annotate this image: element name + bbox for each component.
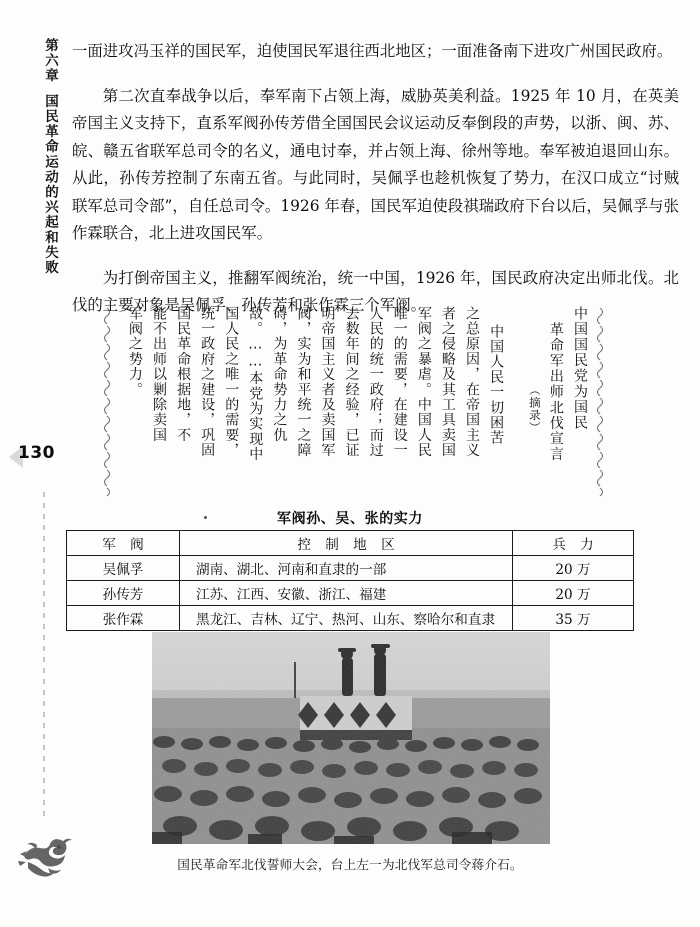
table-title: 军阀孙、吴、张的实力	[277, 511, 423, 527]
quote-column-5: 唯一的需要，在建设一	[391, 306, 408, 458]
table-header-row	[67, 531, 634, 556]
vertical-quotation-block	[104, 306, 610, 506]
chapter-tab-title: 国民革命运动的兴起和失败	[42, 94, 58, 276]
cell-warlord: 孙传芳	[67, 581, 180, 606]
quote-column-9: 阀，实为和平统一之障	[295, 306, 312, 458]
quote-title-line-1: 中国国民党为国民	[572, 306, 588, 431]
quote-column-10: 碍，为革命势力之仇	[271, 306, 288, 443]
stray-ink-dot	[204, 516, 207, 519]
quote-title-line-2: 革命军出师北伐宣言	[547, 322, 564, 463]
quote-column-7: 去数年间之经验，已证	[343, 306, 360, 458]
table-row	[67, 606, 634, 631]
cell-region: 黑龙江、吉林、辽宁、热河、山东、察哈尔和直隶	[180, 606, 513, 631]
wave-border-right-icon	[597, 306, 610, 502]
historical-photograph	[152, 632, 550, 844]
quote-column-11: 敌。……本党为实现中	[247, 306, 264, 462]
dragon-ornament-icon	[14, 832, 76, 880]
paragraph-3: 为打倒帝国主义，推翻军阀统治，统一中国，1926 年，国民政府决定出师北伐。北伐的主要对象是吴佩孚、孙传芳和张作霖三个军阀。	[72, 268, 679, 314]
cell-troops: 20 万	[513, 556, 634, 581]
chapter-side-tab	[30, 38, 56, 276]
col-header-warlord: 军 阀	[67, 531, 180, 556]
quote-column-2: 之总原因，在帝国主义	[464, 306, 480, 458]
paragraph-2: 第二次直奉战争以后，奉军南下占领上海，威胁英美利益。1925 年 10 月，在英美帝国主义支持下，直系军阀孙传芳借全国国民会议运动反奉倒段的声势，以浙、闽、苏、皖、赣五省联军总司令的名义，通电讨奉，并占领上海、徐州等地。奉军被迫退回山东。从此，孙传芳控制了东南五省。与此同时，吴佩孚也趁机恢复了势力，在汉口成立“讨贼联军总司令部”，自任总司令。1926 年春，国民军迫使段祺瑞政府下台以后，吴佩孚与张作霖联合，北上进攻国民军。	[72, 86, 679, 242]
page-number: 130	[18, 443, 55, 463]
cell-region: 江苏、江西、安徽、浙江、福建	[180, 581, 513, 606]
scan-artifact-line	[43, 492, 45, 822]
quote-column-12: 国人民之唯一的需要，	[223, 306, 240, 458]
quote-column-3: 者之侵略及其工具卖国	[439, 306, 456, 458]
wave-border-left-icon	[104, 306, 117, 502]
quote-column-6: 人民的统一政府；而过	[367, 306, 384, 458]
quote-column-1: 中国人民一切困苦	[488, 324, 505, 446]
quote-column-15: 能不出师以剿除卖国	[150, 306, 167, 443]
table-row	[67, 581, 634, 606]
quote-column-13: 统一政府之建设，巩固	[199, 306, 216, 458]
col-header-troops: 兵 力	[513, 531, 634, 556]
photo-caption: 国民革命军北伐誓师大会，台上左一为北伐军总司令蒋介石。	[177, 857, 523, 872]
quote-column-4: 军阀之暴虐。中国人民	[415, 306, 432, 458]
cell-warlord: 张作霖	[67, 606, 180, 631]
warlord-strength-table	[66, 530, 634, 631]
quote-gap	[508, 306, 524, 502]
photo-content-icon	[152, 632, 550, 844]
chapter-tab-number: 第六章	[42, 38, 58, 84]
col-header-region: 控 制 地 区	[180, 531, 513, 556]
quote-column-16: 军阀之势力。	[126, 306, 143, 398]
cell-troops: 20 万	[513, 581, 634, 606]
paragraph-1: 一面进攻冯玉祥的国民军，迫使国民军退往西北地区；一面准备南下进攻广州国民政府。	[72, 42, 673, 60]
quote-subtitle: （摘录）	[527, 384, 542, 434]
cell-region: 湖南、湖北、河南和直隶的一部	[180, 556, 513, 581]
table-row	[67, 556, 634, 581]
quote-column-8: 明帝国主义者及卖国军	[319, 306, 336, 458]
body-text	[72, 38, 679, 320]
cell-warlord: 吴佩孚	[67, 556, 180, 581]
quote-column-14: 国民革命根据地，不	[175, 306, 192, 443]
cell-troops: 35 万	[513, 606, 634, 631]
